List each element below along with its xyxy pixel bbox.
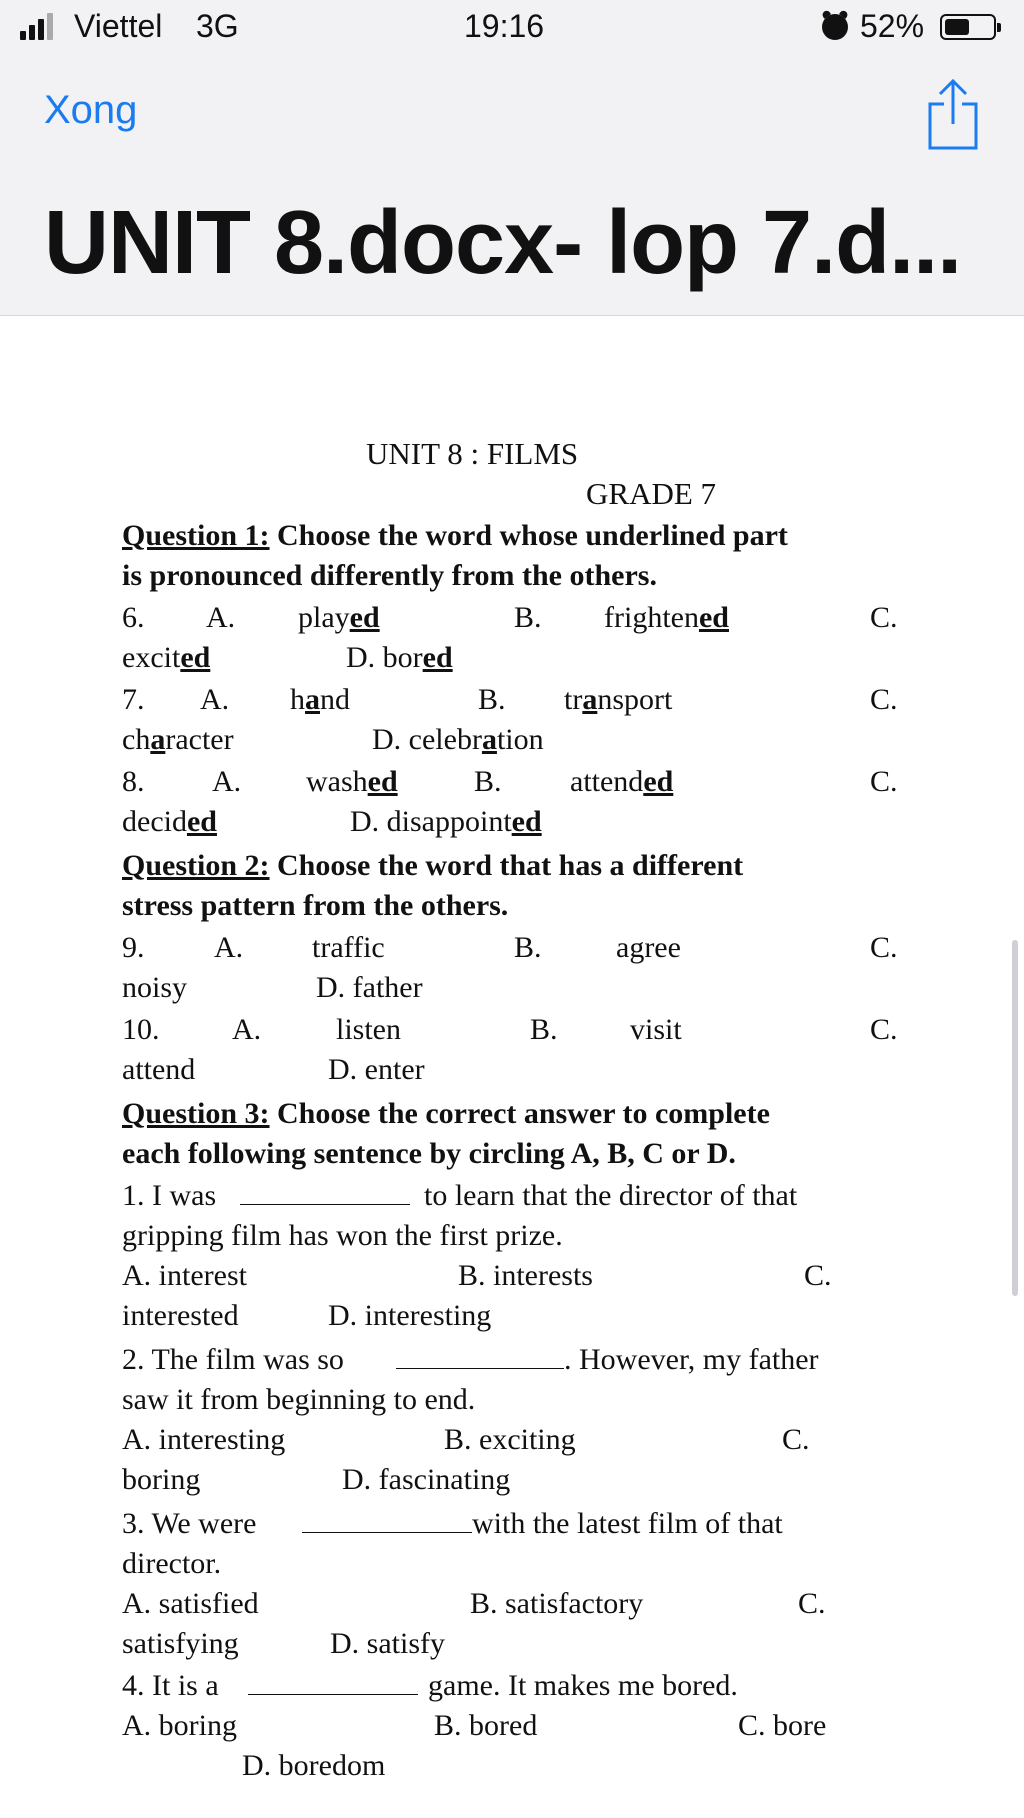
- option-b: B. interests: [458, 1259, 593, 1292]
- sentence-line-2: gripping film has won the first prize.: [122, 1219, 563, 1252]
- document-header: [0, 56, 1024, 316]
- sentence-end: game. It makes me bored.: [428, 1669, 738, 1702]
- sentence-line-2: director.: [122, 1547, 222, 1580]
- answer-blank: [396, 1342, 564, 1378]
- option-d: D. enter: [328, 1053, 425, 1086]
- option-c: boring: [122, 1463, 201, 1496]
- sentence-end: . However, my father: [564, 1343, 819, 1376]
- option-d: D. boredom: [242, 1749, 386, 1782]
- sentence-start: 4. It is a: [122, 1669, 219, 1702]
- option-d: D. satisfy: [330, 1627, 445, 1660]
- option-b: visit: [630, 1013, 682, 1046]
- share-icon[interactable]: [926, 78, 980, 152]
- question-1-text: is pronounced differently from the others.: [122, 559, 657, 592]
- question-2-title: [122, 848, 743, 884]
- option-label: C.: [870, 765, 898, 798]
- option-b: frightened: [604, 601, 729, 634]
- answer-blank: [240, 1178, 410, 1214]
- option-c: noisy: [122, 971, 188, 1004]
- option-b: B. satisfactory: [470, 1587, 644, 1620]
- option-label: B.: [530, 1013, 558, 1046]
- option-label: B.: [514, 601, 542, 634]
- option-b: transport: [564, 683, 673, 716]
- option-label: C.: [870, 683, 898, 716]
- answer-blank: [302, 1506, 472, 1542]
- item-number: 10.: [122, 1013, 160, 1046]
- option-a: listen: [336, 1013, 401, 1046]
- sentence-start: 3. We were: [122, 1507, 257, 1540]
- sentence-start: 2. The film was so: [122, 1343, 344, 1376]
- battery-percent: 52%: [860, 8, 925, 44]
- clock: 19:16: [464, 8, 545, 44]
- option-label: A.: [206, 601, 236, 634]
- option-c: decided: [122, 805, 217, 838]
- item-number: 9.: [122, 931, 145, 964]
- option-b: attended: [570, 765, 674, 798]
- question-text: Choose the word that has a different: [269, 849, 744, 882]
- question-label: Question 3:: [122, 1097, 270, 1130]
- option-label: B.: [514, 931, 542, 964]
- option-c: C. bore: [738, 1709, 827, 1742]
- doc-heading: UNIT 8 : FILMS: [366, 436, 579, 471]
- option-label: C.: [870, 1013, 898, 1046]
- option-label: C.: [798, 1587, 826, 1620]
- question-2-text: stress pattern from the others.: [122, 889, 509, 922]
- doc-grade: GRADE 7: [586, 476, 717, 511]
- document-page[interactable]: [0, 318, 1024, 1818]
- item-number: 6.: [122, 601, 145, 634]
- document-title: UNIT 8.docx- lop 7.d...: [44, 193, 962, 293]
- option-label: A.: [232, 1013, 262, 1046]
- option-d: D. interesting: [328, 1299, 492, 1332]
- sentence-end: with the latest film of that: [472, 1507, 783, 1540]
- option-label: B.: [474, 765, 502, 798]
- option-a: A. interest: [122, 1259, 247, 1292]
- scrollbar[interactable]: [1012, 940, 1018, 1296]
- question-label: Question 1:: [122, 519, 270, 552]
- option-a: A. boring: [122, 1709, 237, 1742]
- option-label: B.: [478, 683, 506, 716]
- question-text: Choose the correct answer to complete: [269, 1097, 770, 1130]
- option-d: D. fascinating: [342, 1463, 511, 1496]
- question-text: Choose the word whose underlined part: [269, 519, 788, 552]
- option-c: satisfying: [122, 1627, 239, 1660]
- network-type: 3G: [196, 8, 239, 44]
- option-label: C.: [870, 931, 898, 964]
- option-label: C.: [782, 1423, 810, 1456]
- carrier-name: Viettel: [74, 8, 163, 44]
- done-button[interactable]: Xong: [44, 88, 138, 132]
- option-c: interested: [122, 1299, 239, 1332]
- sentence-end: to learn that the director of that: [424, 1179, 798, 1212]
- option-a: washed: [306, 765, 398, 798]
- option-d: D. father: [316, 971, 423, 1004]
- question-label: Question 2:: [122, 849, 270, 882]
- item-number: 7.: [122, 683, 145, 716]
- alarm-icon: [822, 14, 848, 40]
- option-label: C.: [870, 601, 898, 634]
- answer-blank: [248, 1668, 418, 1704]
- option-label: A.: [200, 683, 230, 716]
- item-number: 8.: [122, 765, 145, 798]
- option-b: B. bored: [434, 1709, 538, 1742]
- signal-icon: [20, 12, 56, 40]
- option-d: D. bored: [346, 641, 453, 674]
- option-a: A. satisfied: [122, 1587, 259, 1620]
- question-3-title: [122, 1096, 770, 1132]
- sentence-start: 1. I was: [122, 1179, 217, 1212]
- option-d: D. disappointed: [350, 805, 542, 838]
- option-label: C.: [804, 1259, 832, 1292]
- question-3-text: each following sentence by circling A, B, C or D.: [122, 1137, 736, 1170]
- question-1-title: [122, 518, 788, 554]
- option-d: D. celebration: [372, 723, 544, 756]
- option-c: character: [122, 723, 234, 756]
- option-label: A.: [214, 931, 244, 964]
- option-b: agree: [616, 931, 681, 964]
- option-label: A.: [212, 765, 242, 798]
- option-c: excited: [122, 641, 211, 674]
- option-a: A. interesting: [122, 1423, 286, 1456]
- option-a: traffic: [312, 931, 385, 964]
- option-a: hand: [290, 683, 350, 716]
- battery-icon: [940, 14, 996, 40]
- option-a: played: [298, 601, 380, 634]
- sentence-line-2: saw it from beginning to end.: [122, 1383, 476, 1416]
- option-c: attend: [122, 1053, 196, 1086]
- status-bar: [0, 0, 1024, 56]
- option-b: B. exciting: [444, 1423, 576, 1456]
